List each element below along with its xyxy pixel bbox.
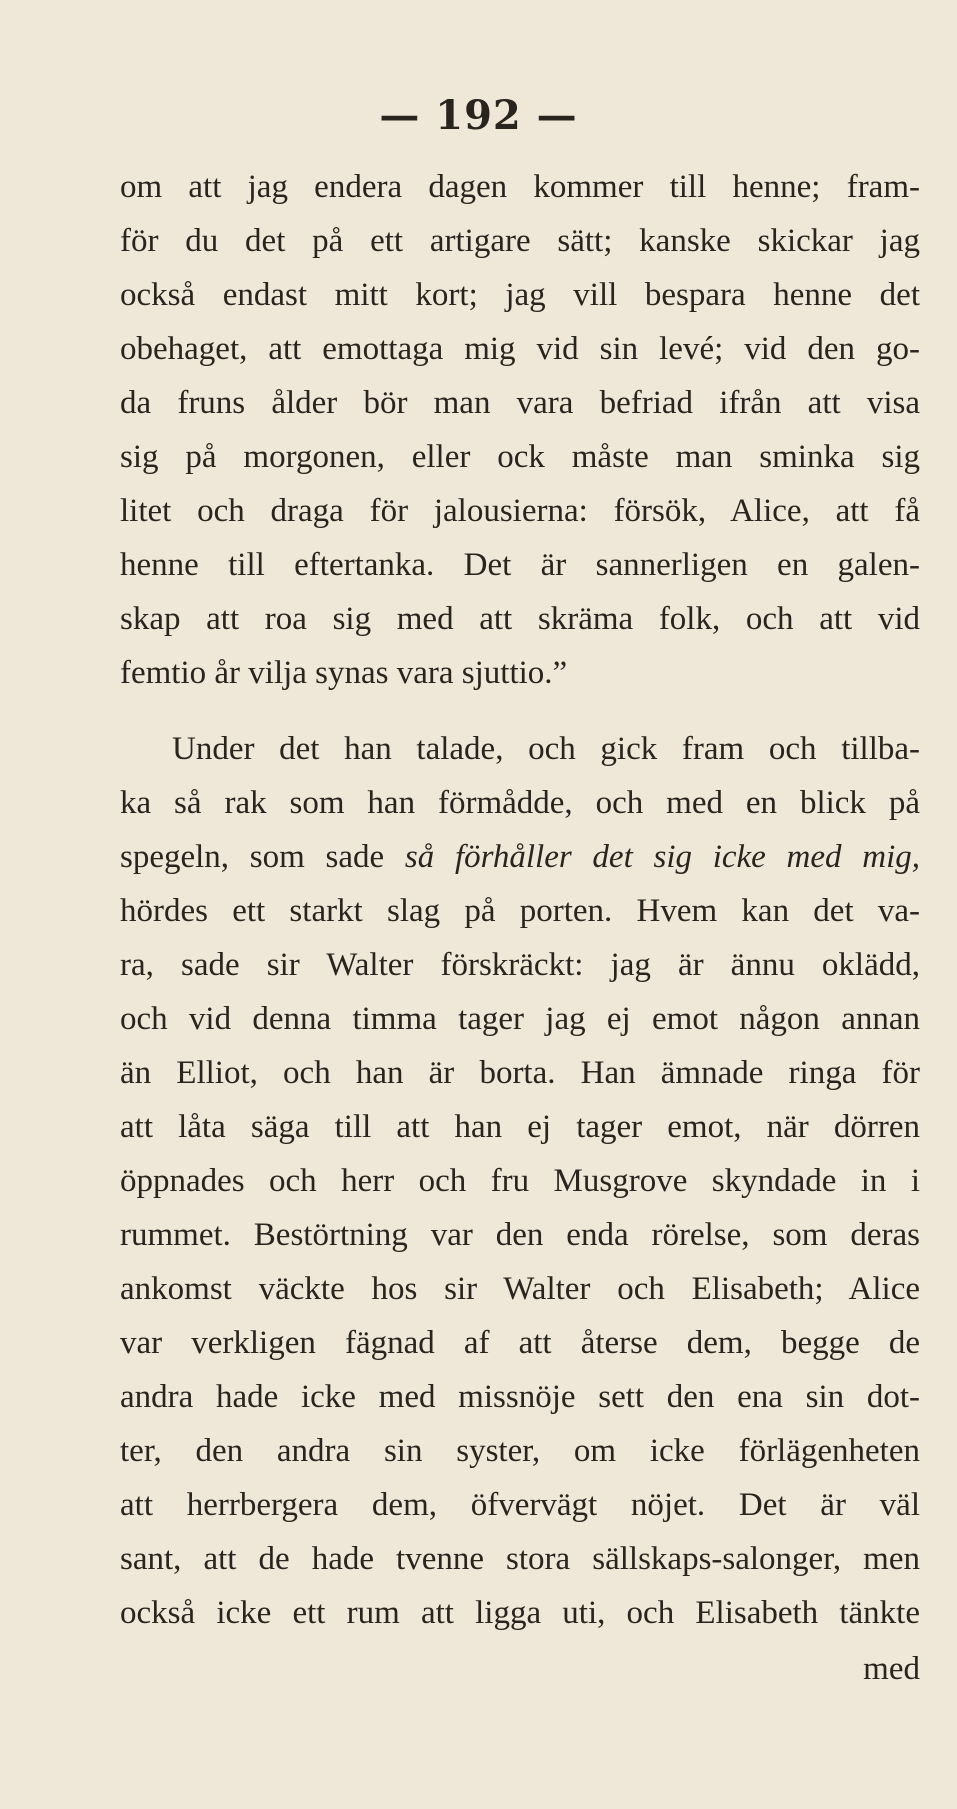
text-line: da fruns ålder bör man vara befriad ifrån att visa	[120, 385, 920, 421]
catchword: med	[863, 1651, 920, 1687]
text-line: än Elliot, och han är borta. Han ämnade ringa för	[120, 1055, 920, 1091]
text-line: också icke ett rum att ligga uti, och Elisabeth tänkte	[120, 1595, 920, 1631]
text-line: henne till eftertanka. Det är sannerligen en galen-	[120, 547, 920, 583]
text-line: litet och draga för jalousierna: försök, Alice, att få	[120, 493, 920, 529]
text-line: för du det på ett artigare sätt; kanske skickar jag	[120, 223, 920, 259]
text-line: att låta säga till att han ej tager emot, när dörren	[120, 1109, 920, 1145]
text-line: ankomst väckte hos sir Walter och Elisabeth; Alice	[120, 1271, 920, 1307]
text-line: ra, sade sir Walter förskräckt: jag är ännu oklädd,	[120, 947, 920, 983]
text-line: om att jag endera dagen kommer till henne; fram-	[120, 169, 920, 205]
text-line: obehaget, att emottaga mig vid sin levé; vid den go-	[120, 331, 920, 367]
text-line: och vid denna timma tager jag ej emot någon annan	[120, 1001, 920, 1037]
italic-phrase: så förhåller det sig icke med mig,	[404, 839, 921, 875]
paragraph-1	[120, 160, 920, 700]
text-line: ter, den andra sin syster, om icke förlägenheten	[120, 1433, 920, 1469]
text-line: rummet. Bestörtning var den enda rörelse, som deras	[120, 1217, 920, 1253]
text-line: skap att roa sig med att skräma folk, och att vid	[120, 601, 920, 637]
text-line: ka så rak som han förmådde, och med en blick på	[120, 785, 920, 821]
body-text	[120, 160, 920, 1696]
text-segment: spegeln, som sade	[120, 839, 405, 875]
page-number: — 192 —	[379, 92, 578, 139]
text-line: femtio år vilja synas vara sjuttio.”	[120, 655, 568, 691]
text-line: hördes ett starkt slag på porten. Hvem kan det va-	[120, 893, 920, 929]
text-line: att herrbergera dem, öfvervägt nöjet. Det är väl	[120, 1487, 920, 1523]
paragraph-2	[120, 722, 920, 1640]
text-line: också endast mitt kort; jag vill bespara henne det	[120, 277, 920, 313]
text-line: Under det han talade, och gick fram och tillba-	[172, 731, 920, 767]
text-line: sant, att de hade tvenne stora sällskaps-salonger, men	[120, 1541, 920, 1577]
text-line: var verkligen fägnad af att återse dem, begge de	[120, 1325, 920, 1361]
text-line: sig på morgonen, eller ock måste man sminka sig	[120, 439, 920, 475]
text-line-with-emphasis	[120, 830, 920, 884]
text-line: andra hade icke med missnöje sett den ena sin dot-	[120, 1379, 920, 1415]
text-line: öppnades och herr och fru Musgrove skyndade in i	[120, 1163, 920, 1199]
